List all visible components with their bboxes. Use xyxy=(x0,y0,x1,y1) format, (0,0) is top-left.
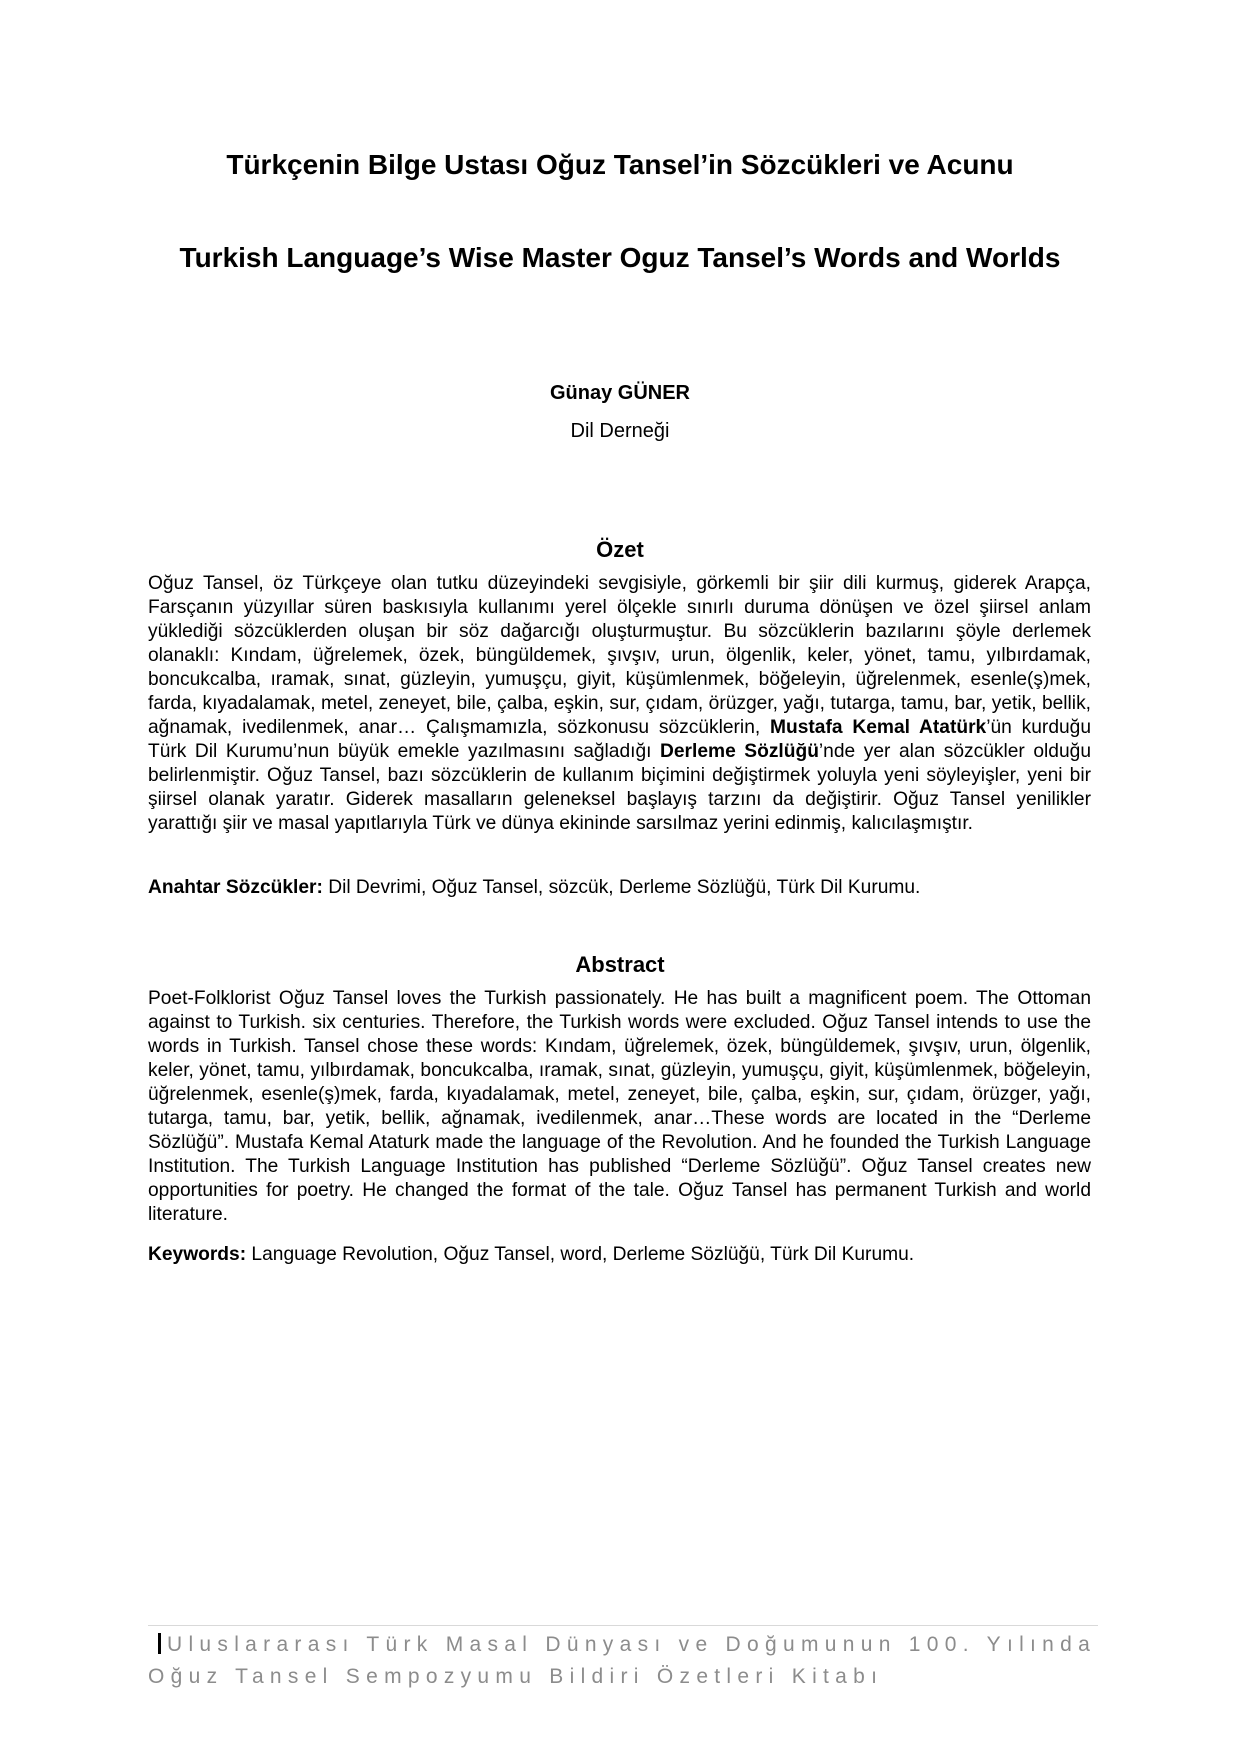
ozet-text-part1: Oğuz Tansel, öz Türkçeye olan tutku düzeyindeki sevgisiyle, görkemli bir şiir dili kurmuş, giderek Arapça, Farsçanın yüzyıllar süren baskısıyla kullanımı yerel ölçekle sınırlı duruma dönüşen ve özel şiirsel anlam yüklediği sözcüklerden oluşan bir söz dağarcığı oluşturmuştur. Bu sözcüklerin bazılarını şöyle derlemek olanaklı: Kındam, üğrelemek, özek, büngüldemek, şıvşıv, urun, ölgenlik, keler, yönet, tamu, yılbırdamak, boncukcalba, ıramak, sınat, güzleyin, yumuşçu, giyit, küşümlenmek, böğeleyin, üğrelenmek, esenle(ş)mek, farda, kıyadalamak, metel, zeneyet, bile, çalba, eşkin, sur, çıdam, örüzger, yağı, tutarga, tamu, bar, yetik, bellik, ağnamak, ivedilenmek, anar… Çalışmamızla, sözkonusu sözcüklerin, xyxy=(148,573,1091,738)
author-affiliation: Dil Derneği xyxy=(570,420,670,442)
ozet-text-part2: ’ün kurduğu Türk Dil Kurumu’nun büyük emekle yazılmasını sağladığı xyxy=(148,717,1092,762)
keywords-turkish-label: Anahtar Sözcükler: xyxy=(148,877,323,898)
ozet-heading: Özet xyxy=(596,537,644,562)
keywords-english xyxy=(148,1243,1091,1267)
title-english: Turkish Language’s Wise Master Oguz Tansel’s Words and Worlds xyxy=(179,242,1061,273)
ozet-paragraph xyxy=(148,572,1091,836)
keywords-english-text: Language Revolution, Oğuz Tansel, word, Derleme Sözlüğü, Türk Dil Kurumu. xyxy=(246,1244,915,1265)
abstract-paragraph: Poet-Folklorist Oğuz Tansel loves the Turkish passionately. He has built a magnificent poem. The Ottoman against to Turkish. six centuries. Therefore, the Turkish words were excluded. Oğuz Tansel intends to use the words in Turkish. Tansel chose these words: Kındam, üğrelemek, özek, büngüldemek, şıvşıv, urun, ölgenlik, keler, yönet, tamu, yılbırdamak, boncukcalba, ıramak, sınat, güzleyin, yumuşçu, giyit, küşümlenmek, böğeleyin, üğrelenmek, esenle(ş)mek, farda, kıyadalamak, metel, zeneyet, bile, çalba, eşkin, sur, çıdam, örüzger, yağı, tutarga, tamu, bar, yetik, bellik, ağnamak, ivedilenmek, anar…These words are located in the “Derleme Sözlüğü”. Mustafa Kemal Ataturk made the language of the Revolution. And he founded the Turkish Language Institution. The Turkish Language Institution has published “Derleme Sözlüğü”. Oğuz Tansel creates new opportunities for poetry. He changed the format of the tale. Oğuz Tansel has permanent Turkish and world literature. xyxy=(148,988,1091,1225)
keywords-english-label: Keywords: xyxy=(148,1244,247,1265)
footer-line-1-text: Uluslararası Türk Masal Dünyası ve Doğumunun 100. Yılında xyxy=(167,1633,1097,1656)
footer-line-1 xyxy=(148,1629,1108,1661)
footer-line-2: Oğuz Tansel Sempozyumu Bildiri Özetleri Kitabı xyxy=(148,1665,884,1688)
title-turkish: Türkçenin Bilge Ustası Oğuz Tansel’in Sözcükleri ve Acunu xyxy=(226,149,1014,180)
keywords-turkish xyxy=(148,876,1091,900)
keywords-turkish-text: Dil Devrimi, Oğuz Tansel, sözcük, Derleme Sözlüğü, Türk Dil Kurumu. xyxy=(322,877,921,898)
ozet-bold-ataturk: Mustafa Kemal Atatürk xyxy=(770,717,987,738)
ozet-text-part3: ’nde yer alan sözcükler olduğu belirlenmiştir. Oğuz Tansel, bazı sözcüklerin de kullanım biçimini değiştirmek yoluyla yeni söyleyişler, yeni bir şiirsel olanak yaratır. Giderek masalların geleneksel başlayış tarzını da değiştirir. Oğuz Tansel yenilikler yarattığı şiir ve masal yapıtlarıyla Türk ve dünya ekininde sarsılmaz yerini edinmiş, kalıcılaşmıştır. xyxy=(148,741,1091,834)
author-name: Günay GÜNER xyxy=(549,382,691,404)
abstract-heading: Abstract xyxy=(575,952,665,977)
page-footer xyxy=(148,1629,1108,1693)
footer-divider xyxy=(148,1625,1098,1626)
ozet-bold-derleme: Derleme Sözlüğü xyxy=(660,741,819,762)
footer-bar-mark xyxy=(158,1633,161,1654)
